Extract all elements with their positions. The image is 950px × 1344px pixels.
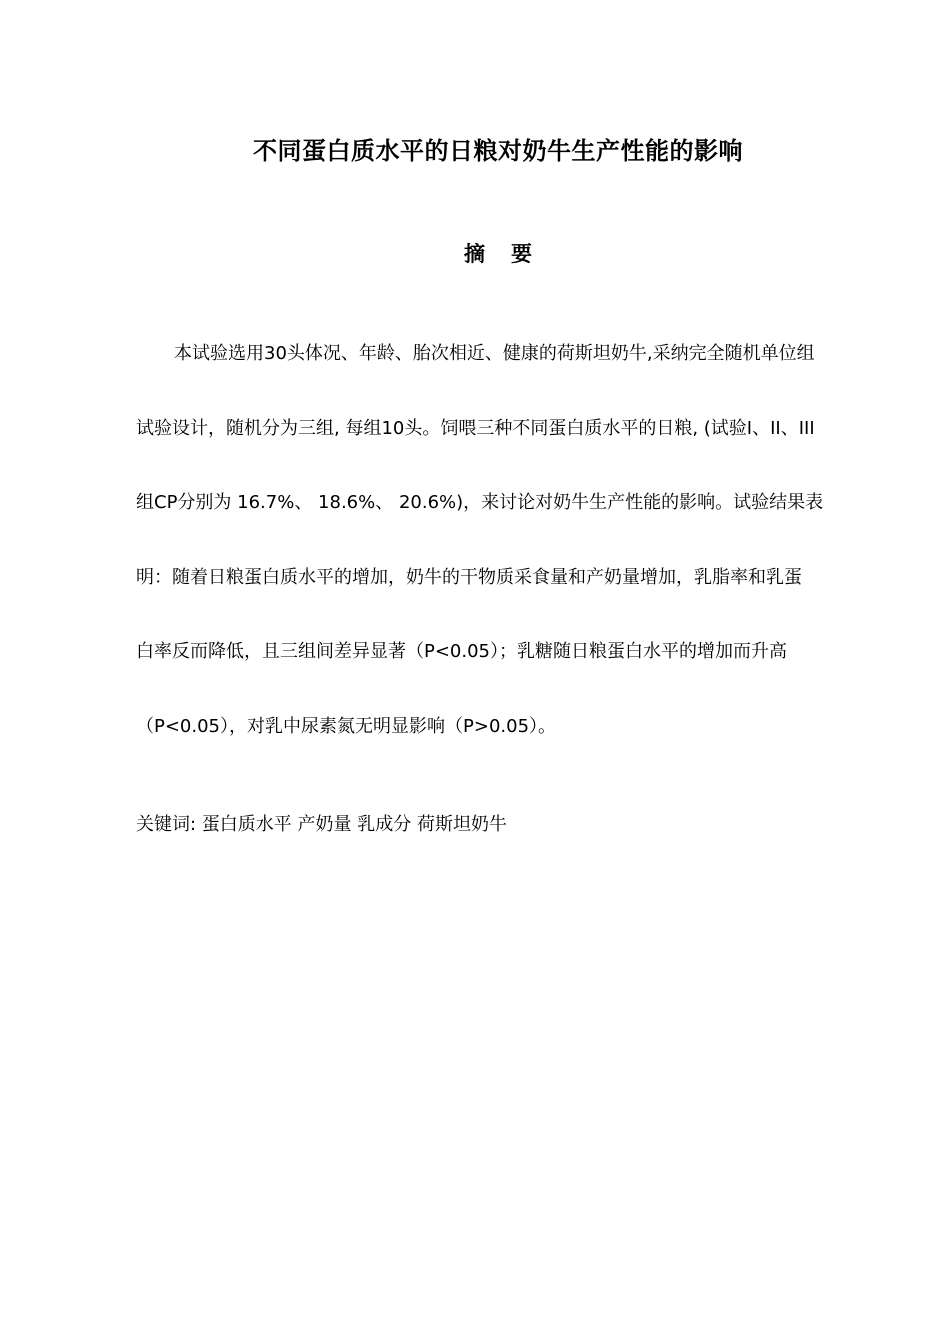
abstract-line-1: 本试验选用30头体况、年龄、胎次相近、健康的荷斯坦奶牛,采纳完全随机单位组 [174, 343, 815, 364]
abstract-heading-char-1: 摘 [464, 242, 485, 266]
keywords-line [136, 808, 507, 842]
keywords-label: 关键词: [136, 814, 197, 835]
abstract-line-6: （P<0.05），对乳中尿素氮无明显影响（P>0.05）。 [136, 715, 557, 737]
abstract-line-3: 组CP分别为 16.7%、 18.6%、 20.6%)，来讨论对奶牛生产性能的影响。试验结果表 [136, 492, 824, 513]
abstract-line-2: 试验设计，随机分为三组, 每组10头。饲喂三种不同蛋白质水平的日粮, (试验I、II、III [136, 417, 815, 439]
abstract-heading [0, 238, 950, 270]
paper-title: 不同蛋白质水平的日粮对奶牛生产性能的影响 [253, 137, 743, 165]
abstract-line-4: 明：随着日粮蛋白质水平的增加，奶牛的干物质采食量和产奶量增加，乳脂率和乳蛋 [136, 566, 802, 588]
keywords-terms: 蛋白质水平 产奶量 乳成分 荷斯坦奶牛 [201, 814, 507, 835]
abstract-heading-char-2: 要 [511, 242, 532, 266]
abstract-line-5: 白率反而降低，且三组间差异显著（P<0.05）；乳糖随日粮蛋白水平的增加而升高 [136, 641, 788, 662]
abstract-body [136, 335, 856, 782]
